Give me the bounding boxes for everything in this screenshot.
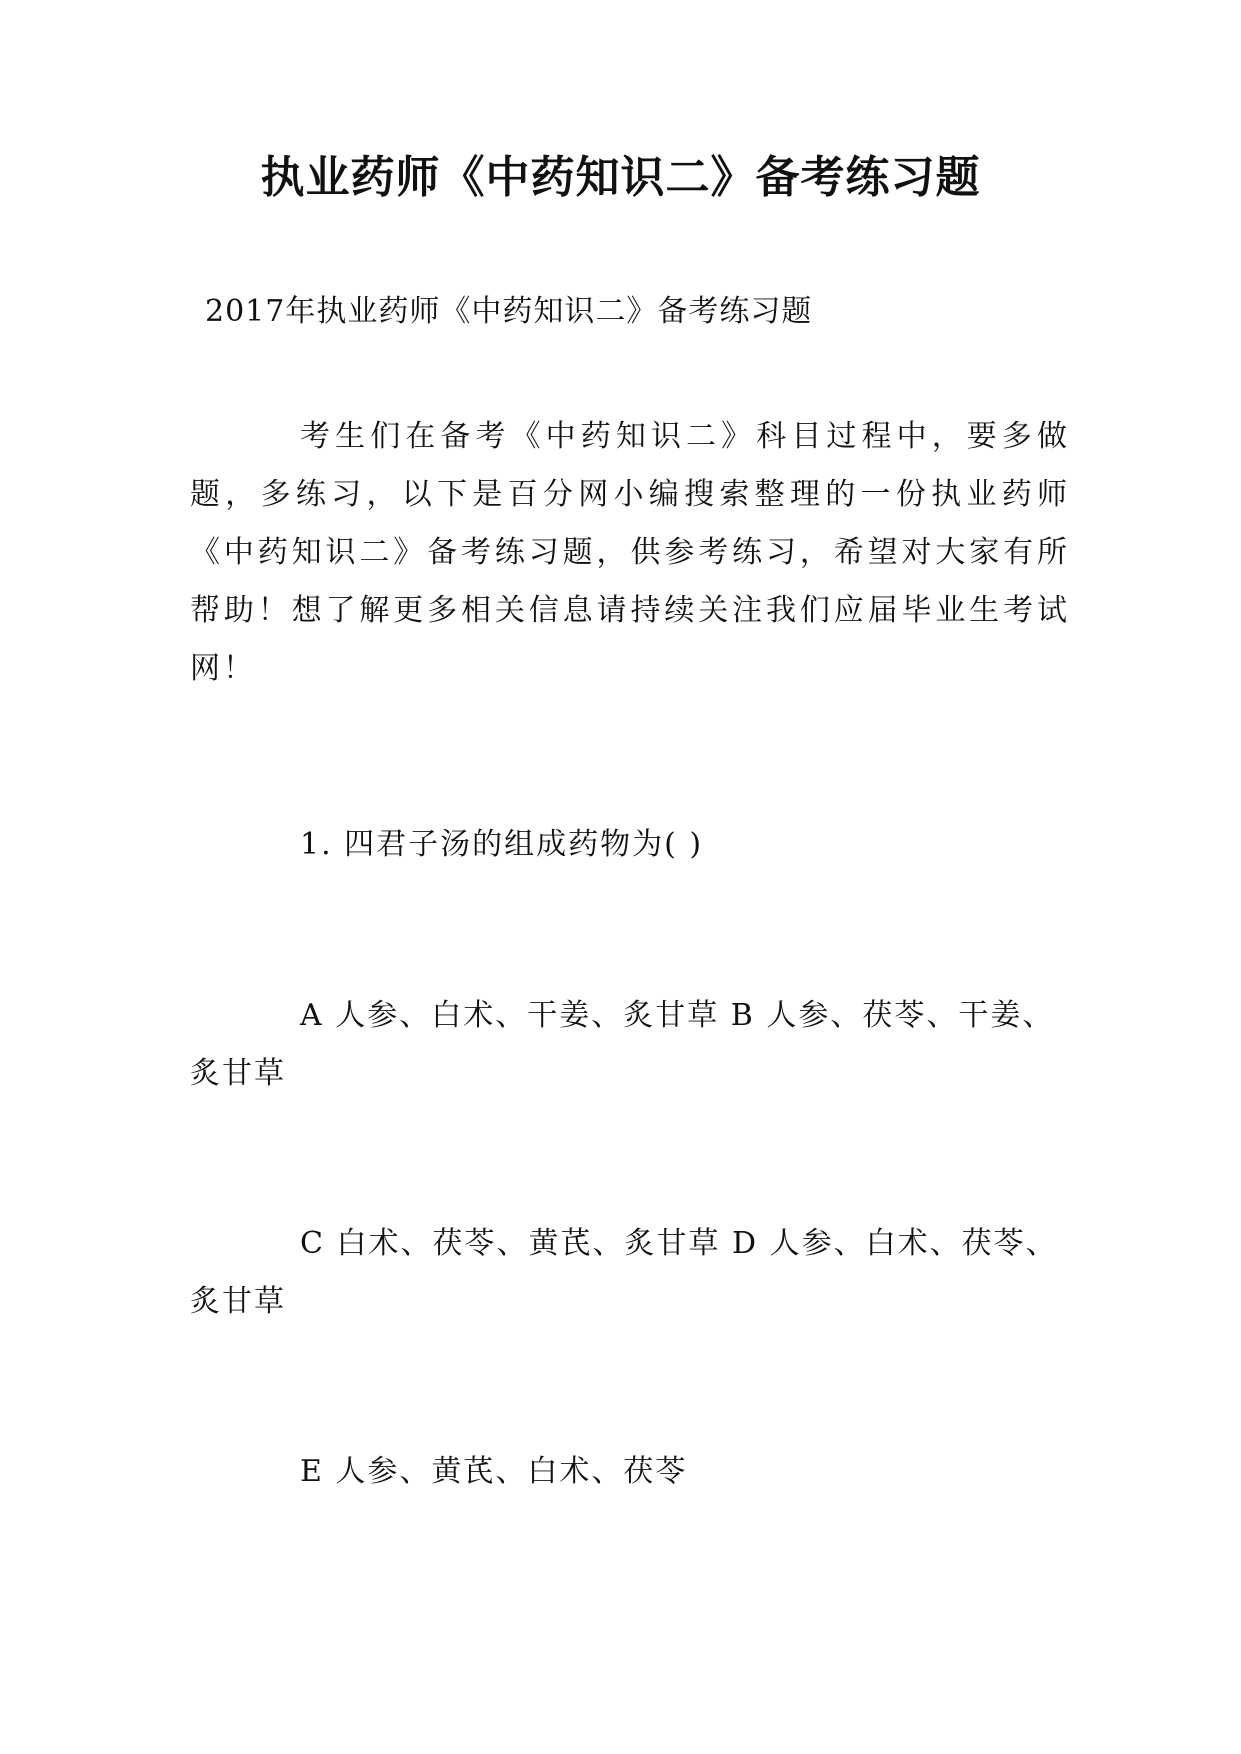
question-1-option-e: E 人参、黄芪、白术、茯苓: [300, 1454, 688, 1489]
document-title: 执业药师《中药知识二》备考练习题: [260, 152, 981, 203]
document-subtitle: 2017年执业药师《中药知识二》备考练习题: [205, 294, 813, 329]
question-1-options-cd: C 白术、茯苓、黄芪、炙甘草 D 人参、白术、茯苓、: [300, 1226, 1058, 1261]
question-1-options-ab-continued: 炙甘草: [190, 1056, 286, 1091]
question-1-options-ab: A 人参、白术、干姜、炙甘草 B 人参、茯苓、干姜、: [300, 998, 1055, 1033]
intro-paragraph: 考生们在备考《中药知识二》科目过程中，要多做题，多练习，以下是百分网小编搜索整理的一份执业药师《中药知识二》备考练习题，供参考练习，希望对大家有所帮助！想了解更多相关信息请持续关注我们应届毕业生考试网！: [190, 419, 1070, 686]
question-1-options-cd-continued: 炙甘草: [190, 1284, 286, 1319]
question-1-stem: 1. 四君子汤的组成药物为( ): [300, 827, 704, 862]
